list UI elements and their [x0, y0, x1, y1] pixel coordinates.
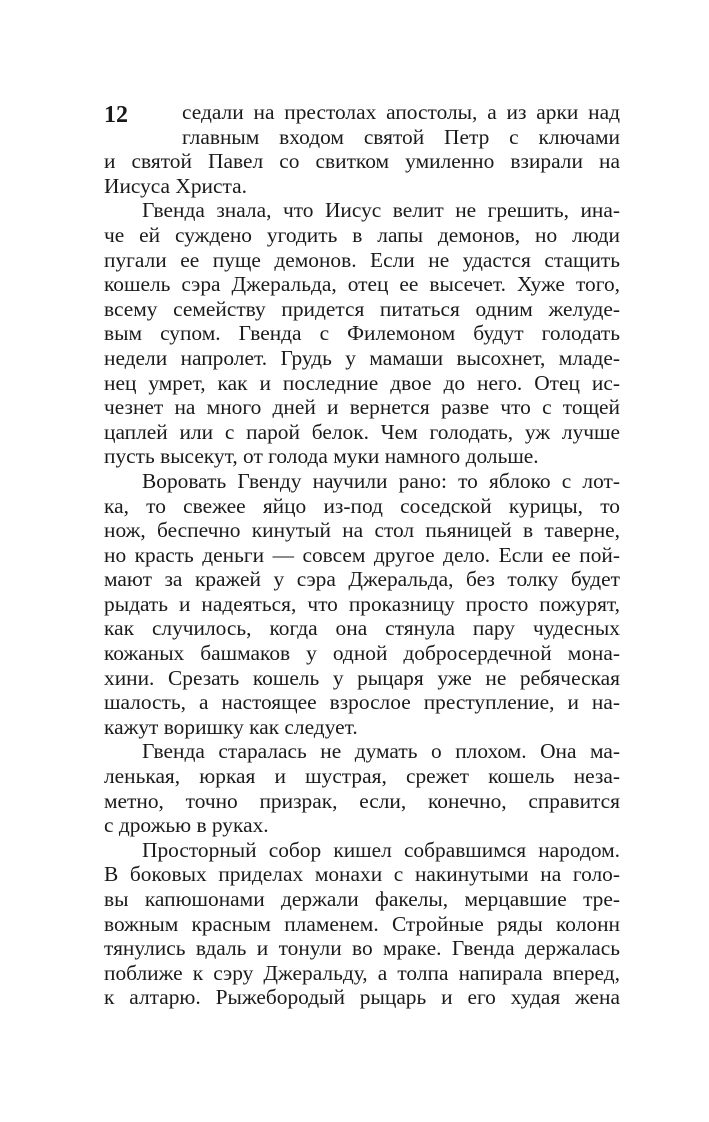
text-line: вожным красным пламенем. Стройные ряды колонн	[104, 911, 620, 936]
text-line: с дрожью в руках.	[104, 813, 269, 838]
text-line: вым супом. Гвенда с Филемоном будут голодать	[104, 321, 620, 346]
text-line: Воровать Гвенду научили рано: то яблоко с лот-	[142, 468, 620, 493]
text-line: шалость, а настоящее взрослое преступление, и на-	[104, 690, 620, 715]
text-line: хини. Срезать кошель у рыцаря уже не ребяческая	[104, 665, 620, 690]
text-line: седали на престолах апостолы, а из арки над	[182, 100, 620, 124]
text-line: че ей суждено угодить в лапы демонов, но люди	[104, 222, 620, 247]
text-line: Иисуса Христа.	[104, 173, 247, 198]
text-line: рыдать и надеяться, что проказницу просто пожурят,	[104, 591, 620, 616]
text-line: и святой Павел со свитком умиленно взирали на	[104, 149, 620, 174]
book-page	[104, 100, 620, 1010]
text-line: главным входом святой Петр с ключами	[182, 124, 620, 149]
text-line: Гвенда знала, что Иисус велит не грешить, ина-	[142, 198, 620, 223]
text-line: кажут воришку как следует.	[104, 714, 358, 739]
text-line: В боковых приделах монахи с накинутыми на голо-	[104, 862, 620, 887]
text-line: Гвенда старалась не думать о плохом. Она ма-	[142, 739, 620, 764]
text-line: тянулись вдаль и тонули во мраке. Гвенда держалась	[104, 936, 620, 961]
text-line: к алтарю. Рыжебородый рыцарь и его худая жена	[104, 985, 620, 1010]
text-line: пусть высекут, от голода муки намного дольше.	[104, 444, 539, 469]
page-number: 12	[104, 102, 128, 128]
text-line: недели напролет. Грудь у мамаши высохнет, младе-	[104, 345, 620, 370]
text-line: как случилось, когда она стянула пару чудесных	[104, 616, 620, 641]
text-body	[104, 100, 620, 1010]
text-line: мают за кражей у сэра Джеральда, без толку будет	[104, 567, 620, 592]
text-line: ка, то свежее яйцо из-под соседской курицы, то	[104, 493, 620, 518]
text-line: нец умрет, как и последние двое до него. Отец ис-	[104, 370, 620, 395]
text-line: пугали ее пуще демонов. Если не удастся стащить	[104, 247, 620, 272]
text-line: нож, беспечно кинутый на стол пьяницей в таверне,	[104, 518, 620, 543]
text-line: но красть деньги — совсем другое дело. Если ее пой-	[104, 542, 620, 567]
text-line: поближе к сэру Джеральду, а толпа напирала вперед,	[104, 960, 620, 985]
text-line: ленькая, юркая и шустрая, срежет кошель неза-	[104, 764, 620, 789]
text-line: Просторный собор кишел собравшимся народом.	[142, 837, 620, 862]
text-line: кожаных башмаков у одной добросердечной мона-	[104, 641, 620, 666]
text-line: кошель сэра Джеральда, отец ее высечет. Хуже того,	[104, 272, 620, 297]
text-line: чезнет на много дней и вернется разве что с тощей	[104, 395, 620, 420]
text-line: всему семейству придется питаться одним желуде-	[104, 296, 620, 321]
text-line: метно, точно призрак, если, конечно, справится	[104, 788, 620, 813]
text-line: вы капюшонами держали факелы, мерцавшие тре-	[104, 887, 620, 911]
text-line: цаплей или с парой белок. Чем голодать, уж лучше	[104, 419, 620, 444]
